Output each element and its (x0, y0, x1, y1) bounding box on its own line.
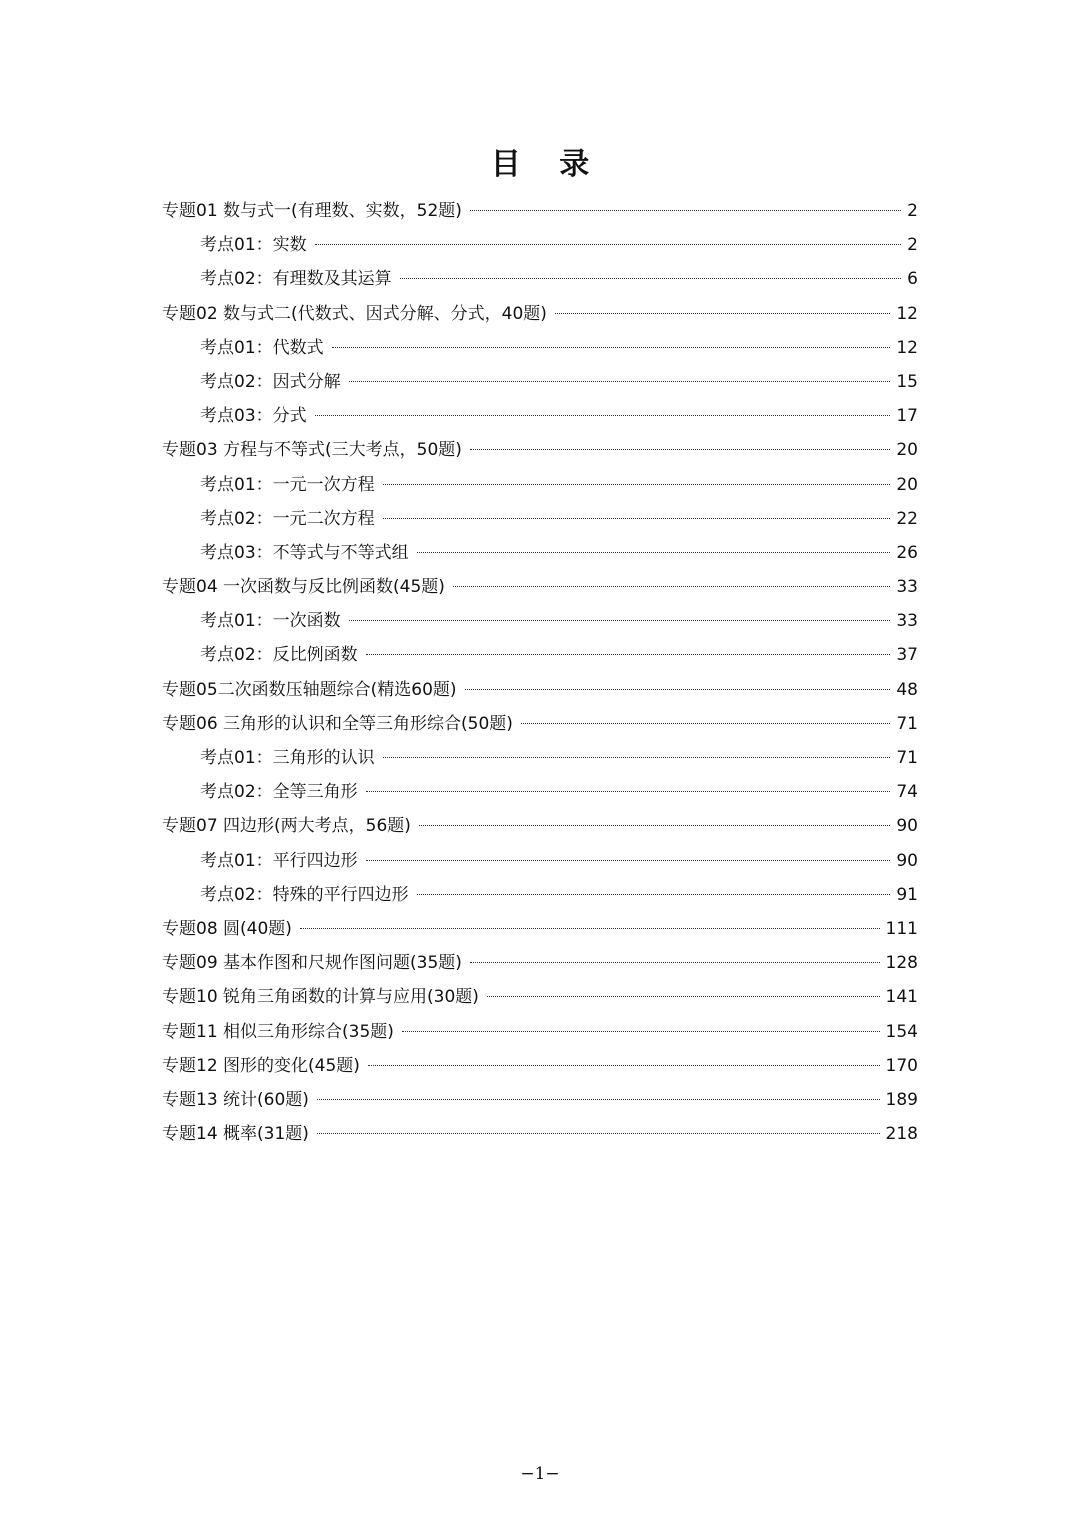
toc-entry-title: 专题09 基本作图和尺规作图问题(35题) (162, 953, 462, 974)
toc-entry-title: 考点01：三角形的认识 (200, 748, 375, 768)
toc-entry-title: 考点02：因式分解 (200, 371, 341, 392)
toc-page-number: 90 (896, 816, 918, 837)
toc-entry[interactable] (162, 809, 918, 843)
toc-entry-title: 考点02：反比例函数 (200, 645, 358, 666)
toc-entry-title: 考点01：平行四边形 (200, 850, 358, 871)
toc-entry-title: 专题06 三角形的认识和全等三角形综合(50题) (162, 713, 513, 734)
toc-entry[interactable] (162, 1015, 918, 1049)
toc-entry-title: 专题14 概率(31题) (162, 1124, 309, 1145)
toc-dot-leader (300, 928, 880, 929)
toc-dot-leader (349, 381, 891, 382)
toc-dot-leader (315, 415, 891, 416)
toc-dot-leader (366, 791, 891, 792)
toc-dot-leader (470, 449, 890, 450)
toc-entry-title: 考点01：一次函数 (200, 611, 341, 632)
toc-entry-title: 专题08 圆(40题) (162, 918, 292, 939)
toc-entry[interactable] (162, 673, 918, 707)
page-title: 目 录 (490, 147, 604, 182)
toc-subentry[interactable] (162, 468, 918, 502)
toc-entry-title: 考点03：分式 (200, 406, 307, 427)
toc-page-number: 6 (907, 269, 918, 290)
table-of-contents (162, 194, 918, 1151)
toc-page-number: 15 (896, 371, 918, 392)
toc-dot-leader (402, 1031, 880, 1032)
toc-page-number: 154 (885, 1021, 918, 1042)
toc-dot-leader (332, 347, 891, 348)
toc-page-number: 141 (885, 987, 918, 1008)
toc-subentry[interactable] (162, 878, 918, 912)
toc-entry[interactable] (162, 1117, 918, 1151)
toc-dot-leader (317, 1133, 880, 1134)
toc-page-number: 37 (896, 645, 918, 666)
toc-entry-title: 考点02：有理数及其运算 (200, 269, 392, 290)
toc-dot-leader (315, 244, 902, 245)
toc-dot-leader (521, 723, 890, 724)
toc-dot-leader (419, 825, 890, 826)
toc-dot-leader (383, 518, 891, 519)
toc-entry-title: 考点02：全等三角形 (200, 782, 358, 803)
toc-page-number: 20 (896, 440, 918, 461)
toc-page-number: 33 (896, 611, 918, 632)
toc-subentry[interactable] (162, 844, 918, 878)
toc-dot-leader (366, 654, 891, 655)
toc-page-number: 71 (896, 713, 918, 734)
toc-dot-leader (487, 996, 880, 997)
toc-entry-title: 专题13 统计(60题) (162, 1089, 309, 1110)
toc-page-number: 74 (896, 782, 918, 803)
toc-dot-leader (555, 313, 890, 314)
toc-subentry[interactable] (162, 228, 918, 262)
toc-page-number: 26 (896, 542, 918, 563)
toc-entry-title: 专题04 一次函数与反比例函数(45题) (162, 577, 445, 598)
toc-subentry[interactable] (162, 502, 918, 536)
toc-entry-title: 专题11 相似三角形综合(35题) (162, 1021, 394, 1042)
toc-entry[interactable] (162, 1049, 918, 1083)
toc-entry-title: 考点01：实数 (200, 235, 307, 256)
toc-subentry[interactable] (162, 536, 918, 570)
toc-dot-leader (470, 962, 880, 963)
toc-entry[interactable] (162, 707, 918, 741)
toc-entry-title: 考点03：不等式与不等式组 (200, 542, 409, 563)
page-number-footer: −1− (520, 1464, 560, 1484)
toc-dot-leader (366, 860, 891, 861)
toc-page-number: 71 (896, 748, 918, 768)
toc-entry-title: 考点02：特殊的平行四边形 (200, 884, 409, 905)
toc-dot-leader (470, 210, 901, 211)
toc-page-number: 218 (885, 1124, 918, 1145)
toc-page-number: 33 (896, 577, 918, 598)
toc-dot-leader (383, 757, 891, 758)
toc-subentry[interactable] (162, 262, 918, 296)
toc-entry[interactable] (162, 1083, 918, 1117)
toc-dot-leader (317, 1099, 880, 1100)
toc-entry-title: 专题01 数与式一(有理数、实数，52题) (162, 201, 462, 221)
toc-entry[interactable] (162, 194, 918, 228)
toc-entry-title: 专题02 数与式二(代数式、因式分解、分式，40题) (162, 303, 547, 324)
toc-page-number: 48 (896, 679, 918, 700)
toc-page-number: 20 (896, 474, 918, 495)
toc-page-number: 91 (896, 884, 918, 905)
toc-page-number: 111 (885, 918, 918, 939)
toc-entry-title: 考点01：代数式 (200, 337, 324, 358)
toc-subentry[interactable] (162, 604, 918, 638)
toc-entry-title: 考点02：一元二次方程 (200, 508, 375, 529)
toc-dot-leader (383, 484, 891, 485)
toc-entry[interactable] (162, 980, 918, 1014)
toc-dot-leader (453, 586, 890, 587)
toc-page-number: 12 (896, 337, 918, 358)
toc-page-number: 22 (896, 508, 918, 529)
toc-dot-leader (417, 552, 891, 553)
toc-dot-leader (417, 894, 891, 895)
toc-subentry[interactable] (162, 365, 918, 399)
toc-entry-title: 专题07 四边形(两大考点，56题) (162, 816, 411, 837)
toc-subentry[interactable] (162, 399, 918, 433)
toc-entry[interactable] (162, 912, 918, 946)
toc-page-number: 2 (907, 235, 918, 256)
toc-subentry[interactable] (162, 331, 918, 365)
toc-entry[interactable] (162, 297, 918, 331)
toc-dot-leader (349, 620, 891, 621)
toc-page-number: 170 (885, 1055, 918, 1076)
toc-entry[interactable] (162, 433, 918, 467)
toc-page-number: 90 (896, 850, 918, 871)
toc-entry-title: 专题10 锐角三角函数的计算与应用(30题) (162, 987, 479, 1008)
toc-subentry[interactable] (162, 775, 918, 809)
toc-subentry[interactable] (162, 741, 918, 775)
toc-page-number: 12 (896, 303, 918, 324)
toc-entry-title: 考点01：一元一次方程 (200, 474, 375, 495)
toc-entry-title: 专题05二次函数压轴题综合(精选60题) (162, 679, 457, 700)
toc-page-number: 17 (896, 406, 918, 427)
toc-entry[interactable] (162, 946, 918, 980)
toc-subentry[interactable] (162, 638, 918, 672)
toc-dot-leader (465, 689, 891, 690)
toc-dot-leader (400, 278, 902, 279)
toc-entry[interactable] (162, 570, 918, 604)
toc-page-number: 189 (885, 1089, 918, 1110)
toc-page-number: 2 (907, 201, 918, 221)
toc-page-number: 128 (885, 953, 918, 974)
toc-dot-leader (368, 1065, 880, 1066)
toc-entry-title: 专题03 方程与不等式(三大考点，50题) (162, 440, 462, 461)
toc-entry-title: 专题12 图形的变化(45题) (162, 1055, 360, 1076)
